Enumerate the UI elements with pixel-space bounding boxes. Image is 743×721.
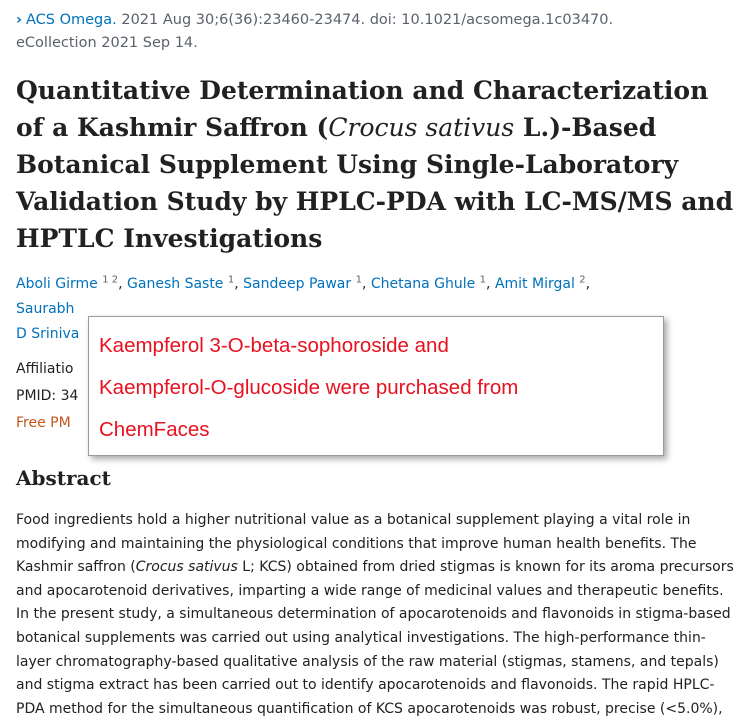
article-title: [16, 72, 741, 257]
title-part-1: Quantitative Determination and Characterization of a Kashmir Saffron (: [16, 76, 709, 142]
author-link[interactable]: Amit Mirgal: [494, 276, 575, 292]
author-link-partial[interactable]: Saurabh: [16, 301, 75, 317]
pmid-row: [16, 386, 78, 406]
callout-text: [99, 325, 659, 451]
author-affiliation[interactable]: 1: [227, 274, 235, 286]
abstract-heading: Abstract: [16, 466, 111, 490]
author-affiliation[interactable]: 1: [355, 274, 362, 286]
pmid-label: PMID: 34: [16, 388, 79, 404]
journal-link[interactable]: ACS Omega.: [25, 12, 117, 28]
author-affiliation[interactable]: 1 2: [102, 274, 119, 286]
abstract-text-part-2: L; KCS) obtained from dried stigmas is known for its aroma precursors and apocarotenoid derivatives, imparting a wide range of medicinal values and therapeutic benefits. In the present study, a simultaneous determination of apocarotenoids and flavonoids in stigma-based botanical supplements was carried out using analytical investigations. The high-performance thin-layer chromatography-based qualitative analysis of the raw material (stigmas, stamens, and tepals) and stigma extract has been carried out to identify apocarotenoids and flavonoids. The rapid HPLC-PDA method for the simultaneous quantification of KCS apocarotenoids was robust, precise (<5.0%),: [16, 559, 734, 717]
citation: [16, 9, 731, 55]
title-species: Crocus sativus: [328, 113, 515, 142]
author-link-partial[interactable]: D Sriniva: [16, 326, 80, 342]
abstract-text-part-1: Food ingredients hold a higher nutritional value as a botanical supplement playing a vital role in modifying and maintaining the physiological conditions that improve human health benefits. The Kashmir saffron (: [16, 512, 697, 576]
author-link[interactable]: Chetana Ghule: [370, 276, 476, 292]
annotation-callout: [88, 316, 664, 456]
affiliations-row[interactable]: [16, 359, 73, 379]
callout-line: Kaempferol-O-glucoside were purchased from: [99, 376, 519, 399]
title-part-2: L.)-Based Botanical Supplement Using Single-Laboratory Validation Study by HPLC-PDA with LC-MS/MS and HPTLC Investigations: [16, 113, 734, 253]
callout-line: ChemFaces: [99, 418, 210, 441]
callout-line: Kaempferol 3-O-beta-sophoroside and: [99, 334, 449, 357]
author-affiliation[interactable]: 1: [479, 274, 487, 286]
author-link[interactable]: Aboli Girme: [16, 276, 98, 292]
citation-details: 2021 Aug 30;6(36):23460-23474. doi: 10.1021/acsomega.1c03470.: [121, 12, 614, 28]
author-link[interactable]: Ganesh Saste: [127, 276, 224, 292]
affiliations-label: Affiliatio: [16, 361, 74, 377]
authors-list: Aboli Girme $^{1 2}$, Ganesh Saste $^1$, Sandeep Pawar $^1$, Chetana Ghule $^1$, Amit Mirgal $^2$, Saurabh D Sriniva: [16, 274, 591, 342]
author-link[interactable]: Sandeep Pawar: [243, 276, 352, 292]
free-pmc-label: Free PM: [16, 415, 71, 431]
abstract-species: Crocus sativus: [135, 559, 238, 576]
author-affiliation[interactable]: 2: [579, 274, 586, 286]
chevron-right-icon: ›: [16, 12, 22, 28]
ecollection-date: eCollection 2021 Sep 14.: [16, 35, 198, 51]
free-pmc-row[interactable]: [16, 413, 71, 433]
abstract-text: [16, 509, 738, 721]
